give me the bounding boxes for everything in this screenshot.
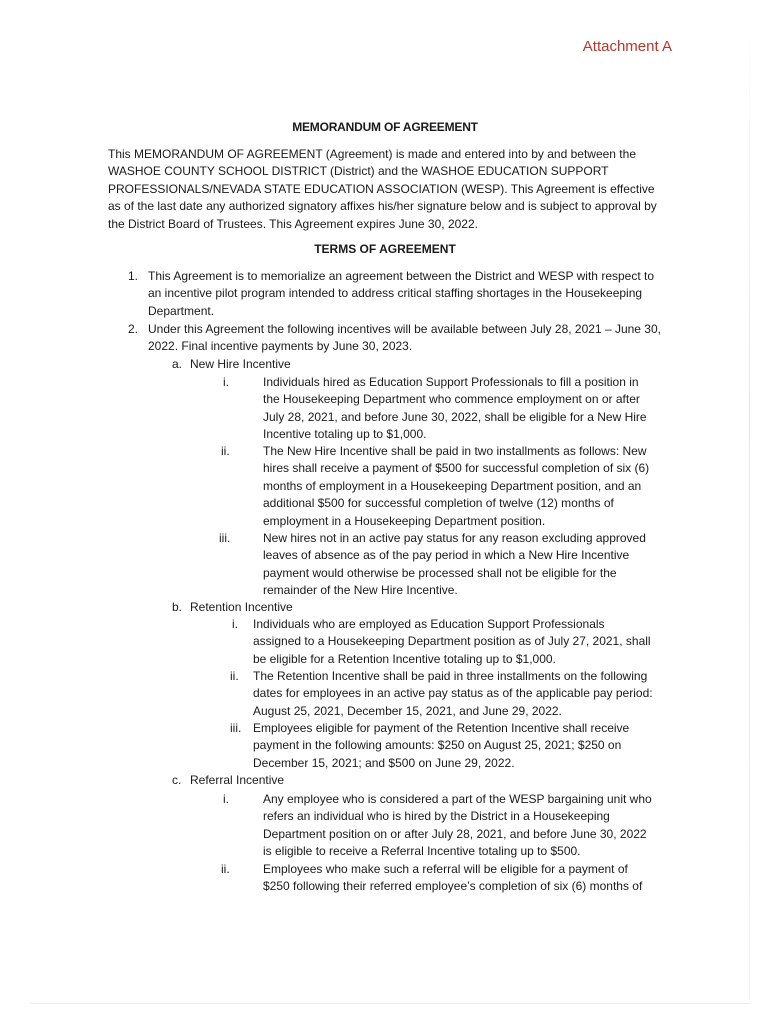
c-ii-text: Employees who make such a referral will be eligible for a payment of $250 following their referred employee’s completion of six (6) months of	[263, 862, 643, 894]
a-i-text: Individuals hired as Education Support Professionals to fill a position in the Housekeeping Department who commence employment on or after July 28, 2021, and before June 30, 2022, shall be eligible for a New Hire Incentive totaling up to $1,000.	[263, 375, 647, 442]
attachment-label: Attachment A	[582, 38, 672, 55]
scan-edge-bottom	[30, 1003, 750, 1004]
section-b-heading: Retention Incentive	[190, 600, 293, 614]
item-2-text: Under this Agreement the following incentives will be available between July 28, 2021 – June 30, 2022. Final incentive payments by June 30, 2023.	[148, 322, 661, 354]
scan-edge-right	[749, 0, 750, 1000]
a-i-number: i.	[223, 375, 229, 389]
b-iii-text: Employees eligible for payment of the Retention Incentive shall receive payment in the following amounts: $250 on August 25, 2021; $250 on December 15, 2021; and $500 on June 29, 2022.	[253, 721, 630, 770]
item-2-number: 2.	[128, 322, 139, 336]
intro-paragraph: This MEMORANDUM OF AGREEMENT (Agreement) is made and entered into by and between the WASHOE COUNTY SCHOOL DISTRICT (District) and the WASHOE EDUCATION SUPPORT PROFESSIONALS/NEVADA STATE EDUCATION ASSOCIATION (WESP). This Agreement is effective as of the last date any authorized signatory affixes his/her signature below and is subject to approval by the District Board of Trustees. This Agreement expires June 30, 2022.	[108, 147, 657, 231]
a-ii-text: The New Hire Incentive shall be paid in two installments as follows: New hires shall receive a payment of $500 for successful completion of six (6) months of employment in a Housekeeping Department position, and an additional $500 for successful completion of twelve (12) months of employment in a Housekeeping Department position.	[263, 444, 650, 528]
a-iii-number: iii.	[219, 531, 231, 545]
b-iii-number: iii.	[230, 721, 242, 735]
item-1-text: This Agreement is to memorialize an agreement between the District and WESP with respect to an incentive pilot program intended to address critical staffing shortages in the Housekeeping Department.	[148, 269, 655, 318]
section-a-label: a.	[172, 357, 183, 371]
section-c-label: c.	[172, 773, 182, 787]
a-ii-number: ii.	[221, 444, 230, 458]
b-ii-number: ii.	[230, 669, 239, 683]
c-i-number: i.	[223, 792, 229, 806]
b-ii-text: The Retention Incentive shall be paid in three installments on the following dates for employees in an active pay status as of the applicable pay period: August 25, 2021, December 15, 2021, and June 29, 2022.	[253, 669, 653, 718]
a-iii-text: New hires not in an active pay status for any reason excluding approved leaves of absence as of the pay period in which a New Hire Incentive payment would otherwise be processed shall not be eligible for the remainder of the New Hire Incentive.	[263, 531, 646, 598]
terms-heading: TERMS OF AGREEMENT	[314, 242, 456, 256]
section-a-heading: New Hire Incentive	[190, 357, 291, 371]
c-i-text: Any employee who is considered a part of the WESP bargaining unit who refers an individual who is hired by the District in a Housekeeping Department position on or after July 28, 2021, and before June 30, 2022 is eligible to receive a Referral Incentive totaling up to $500.	[263, 792, 652, 859]
section-c-heading: Referral Incentive	[190, 773, 285, 787]
b-i-text: Individuals who are employed as Education Support Professionals assigned to a Housekeeping Department position as of July 27, 2021, shall be eligible for a Retention Incentive totaling up to $1,000.	[253, 617, 651, 666]
c-ii-number: ii.	[221, 862, 230, 876]
item-1-number: 1.	[128, 269, 139, 283]
b-i-number: i.	[232, 617, 238, 631]
section-b-label: b.	[172, 600, 183, 614]
document-title: MEMORANDUM OF AGREEMENT	[292, 120, 478, 134]
